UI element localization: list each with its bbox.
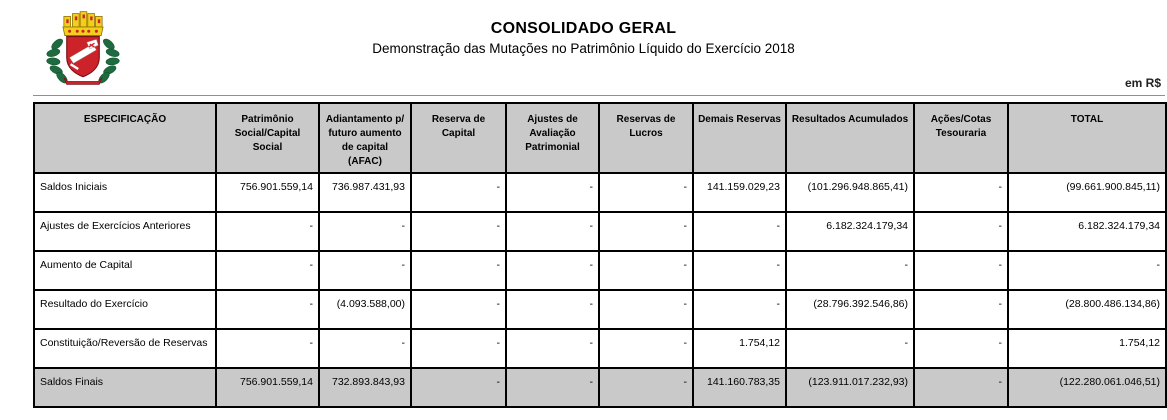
cell-value: - — [411, 329, 506, 368]
cell-value: 6.182.324.179,34 — [786, 212, 914, 251]
column-header: TOTAL — [1008, 103, 1166, 173]
cell-value: - — [1008, 251, 1166, 290]
cell-value: - — [319, 212, 411, 251]
cell-value: - — [506, 251, 599, 290]
horizontal-rule — [33, 95, 1165, 96]
cell-value: - — [411, 212, 506, 251]
column-header: Patrimônio Social/Capital Social — [216, 103, 319, 173]
title-block — [0, 20, 1167, 56]
table-row — [34, 290, 1166, 329]
column-header: Adiantamento p/ futuro aumento de capital (AFAC) — [319, 103, 411, 173]
equity-mutations-table — [33, 102, 1167, 408]
column-header: ESPECIFICAÇÃO — [34, 103, 216, 173]
cell-value: (28.796.392.546,86) — [786, 290, 914, 329]
cell-value: - — [216, 329, 319, 368]
cell-value: - — [786, 329, 914, 368]
cell-value: - — [411, 368, 506, 407]
cell-value: - — [216, 251, 319, 290]
row-label: Constituição/Reversão de Reservas — [34, 329, 216, 368]
row-label: Aumento de Capital — [34, 251, 216, 290]
cell-value: - — [914, 173, 1008, 212]
cell-value: 756.901.559,14 — [216, 173, 319, 212]
row-label: Saldos Iniciais — [34, 173, 216, 212]
report-subtitle: Demonstração das Mutações no Patrimônio Líquido do Exercício 2018 — [372, 41, 795, 56]
cell-value: - — [319, 251, 411, 290]
cell-value: (123.911.017.232,93) — [786, 368, 914, 407]
column-header: Demais Reservas — [693, 103, 786, 173]
cell-value: - — [599, 368, 693, 407]
report-title: CONSOLIDADO GERAL — [490, 20, 677, 37]
cell-value: (4.093.588,00) — [319, 290, 411, 329]
cell-value: - — [411, 290, 506, 329]
cell-value: 756.901.559,14 — [216, 368, 319, 407]
column-header: Resultados Acumulados — [786, 103, 914, 173]
cell-value: - — [914, 212, 1008, 251]
table-row — [34, 173, 1166, 212]
cell-value: (99.661.900.845,11) — [1008, 173, 1166, 212]
column-header: Ações/Cotas Tesouraria — [914, 103, 1008, 173]
cell-value: - — [506, 290, 599, 329]
column-header: Reserva de Capital — [411, 103, 506, 173]
cell-value: - — [914, 329, 1008, 368]
cell-value: - — [914, 251, 1008, 290]
cell-value: - — [914, 368, 1008, 407]
table-row — [34, 212, 1166, 251]
cell-value: - — [693, 290, 786, 329]
cell-value: - — [216, 290, 319, 329]
cell-value: - — [786, 251, 914, 290]
row-label: Resultado do Exercício — [34, 290, 216, 329]
row-label: Ajustes de Exercícios Anteriores — [34, 212, 216, 251]
cell-value: - — [599, 212, 693, 251]
cell-value: - — [599, 251, 693, 290]
cell-value: 141.160.783,35 — [693, 368, 786, 407]
table-row-total — [34, 368, 1166, 407]
cell-value: - — [693, 212, 786, 251]
cell-value: (28.800.486.134,86) — [1008, 290, 1166, 329]
cell-value: - — [216, 212, 319, 251]
cell-value: - — [411, 173, 506, 212]
column-header: Ajustes de Avaliação Patrimonial — [506, 103, 599, 173]
table-row — [34, 329, 1166, 368]
cell-value: - — [693, 251, 786, 290]
currency-note: em R$ — [1124, 76, 1161, 90]
cell-value: (101.296.948.865,41) — [786, 173, 914, 212]
cell-value: 732.893.843,93 — [319, 368, 411, 407]
cell-value: 1.754,12 — [693, 329, 786, 368]
table-header-row — [34, 103, 1166, 173]
cell-value: 6.182.324.179,34 — [1008, 212, 1166, 251]
cell-value: - — [914, 290, 1008, 329]
column-header: Reservas de Lucros — [599, 103, 693, 173]
cell-value: - — [599, 290, 693, 329]
cell-value: 141.159.029,23 — [693, 173, 786, 212]
cell-value: - — [319, 329, 411, 368]
cell-value: - — [411, 251, 506, 290]
cell-value: - — [506, 368, 599, 407]
row-label: Saldos Finais — [34, 368, 216, 407]
cell-value: - — [506, 173, 599, 212]
cell-value: - — [599, 329, 693, 368]
cell-value: - — [599, 173, 693, 212]
table-row — [34, 251, 1166, 290]
cell-value: 1.754,12 — [1008, 329, 1166, 368]
cell-value: - — [506, 329, 599, 368]
cell-value: (122.280.061.046,51) — [1008, 368, 1166, 407]
cell-value: 736.987.431,93 — [319, 173, 411, 212]
cell-value: - — [506, 212, 599, 251]
